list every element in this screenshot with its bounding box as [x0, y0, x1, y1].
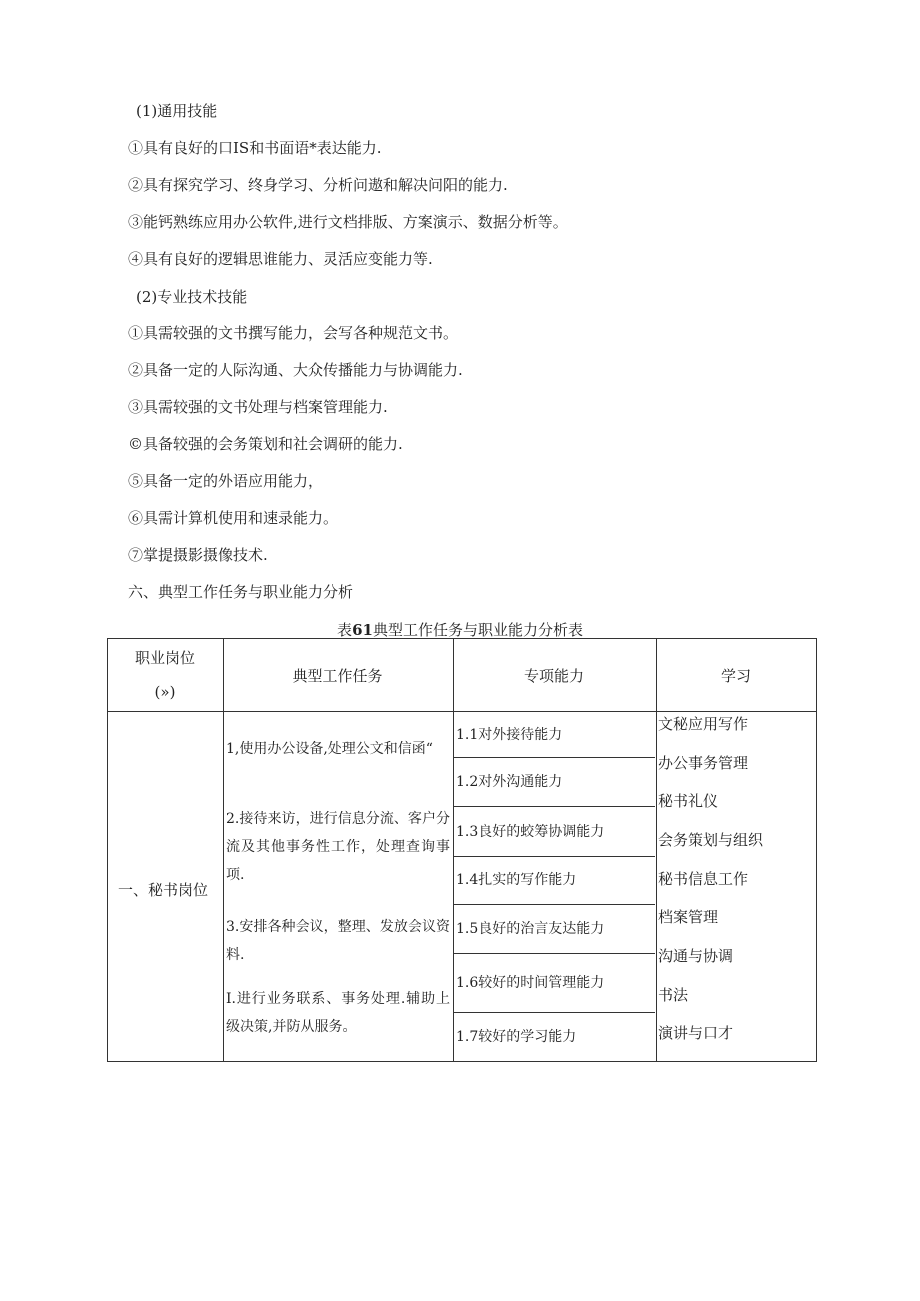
general-skill-item: ③能钙熟练应用办公软件,进行文档排版、方案演示、数据分析等。 [128, 213, 568, 231]
professional-skill-item: ①具需较强的文书撰写能力，会写各种规范文书。 [128, 324, 459, 342]
table-divider [656, 639, 657, 1061]
course-item: 文秘应用写作 [658, 715, 749, 733]
caption-number: 61 [352, 621, 373, 639]
header-abilities: 专项能力 [523, 667, 584, 685]
section-title: 六、典型工作任务与职业能力分析 [128, 583, 354, 601]
header-position-line1: 职业岗位 [134, 649, 195, 667]
table-divider [453, 639, 454, 1061]
ability-item: 1.5良好的治言友达能力 [456, 921, 605, 937]
course-item: 会务策划与组织 [658, 831, 764, 849]
ability-item: 1.1对外接待能力 [456, 727, 563, 743]
ability-divider [454, 953, 655, 954]
header-position-line2: (») [154, 683, 176, 701]
header-tasks: 典型工作任务 [292, 667, 383, 685]
ability-divider [454, 904, 655, 905]
ability-item: 1.6较好的时间管理能力 [456, 975, 605, 991]
professional-skill-item: ⑤具备一定的外语应用能力， [128, 472, 324, 490]
table-divider [223, 639, 224, 1061]
course-item: 办公事务管理 [658, 754, 749, 772]
ability-divider [454, 806, 655, 807]
ability-item: 1.3良好的蛟筹协调能力 [456, 824, 605, 840]
general-skill-item: ①具有良好的口IS和书面语*表达能力. [128, 139, 382, 157]
professional-skill-item: ②具备一定的人际沟通、大众传播能力与协调能力. [128, 361, 463, 379]
professional-skill-item: ©具备较强的会务策划和社会调研的能力. [128, 435, 403, 453]
course-item: 秘书礼仪 [658, 792, 719, 810]
caption-suffix: 典型工作任务与职业能力分析表 [372, 621, 583, 639]
table-divider [108, 711, 816, 712]
professional-skill-item: ⑦掌提摄影摄像技术. [128, 546, 268, 564]
ability-divider [454, 1012, 655, 1013]
ability-divider [454, 856, 655, 857]
course-item: 书法 [658, 986, 689, 1004]
task-item: I.进行业务联系、事务处理.辅助上级决策,并防从服务。 [226, 991, 450, 1035]
header-position [108, 648, 222, 702]
professional-skill-item: ⑥具需计算机使用和速录能力。 [128, 509, 339, 527]
ability-item: 1.7较好的学习能力 [456, 1029, 577, 1045]
ability-item: 1.2对外沟通能力 [456, 774, 563, 790]
course-item: 演讲与口才 [658, 1024, 734, 1042]
task-item: 1,使用办公设备,处理公文和信函“ [226, 741, 433, 757]
professional-skills-heading: (2)专业技术技能 [136, 288, 248, 306]
general-skill-item: ④具有良好的逻辑思谁能力、灵活应变能力等. [128, 250, 433, 268]
table-caption [0, 620, 920, 640]
ability-item: 1.4扎实的写作能力 [456, 872, 577, 888]
row-position: 一、秘书岗位 [118, 881, 209, 899]
ability-divider [454, 757, 655, 758]
general-skill-item: ②具有探究学习、终身学习、分析问遨和解决问阳的能力. [128, 176, 508, 194]
header-learning: 学习 [720, 667, 751, 685]
task-item: 2.接待来访，进行信息分流、客户分流及其他事务性工作，处理查询事项. [226, 811, 450, 883]
course-item: 档案管理 [658, 908, 719, 926]
course-item: 沟通与协调 [658, 947, 734, 965]
course-item: 秘书信息工作 [658, 870, 749, 888]
professional-skill-item: ③具需较强的文书处理与档案管理能力. [128, 398, 388, 416]
task-item: 3.安排各种会议，整理、发放会议资料. [226, 919, 450, 963]
general-skills-heading: (1)通用技能 [136, 102, 218, 120]
caption-prefix: 表 [337, 621, 353, 639]
